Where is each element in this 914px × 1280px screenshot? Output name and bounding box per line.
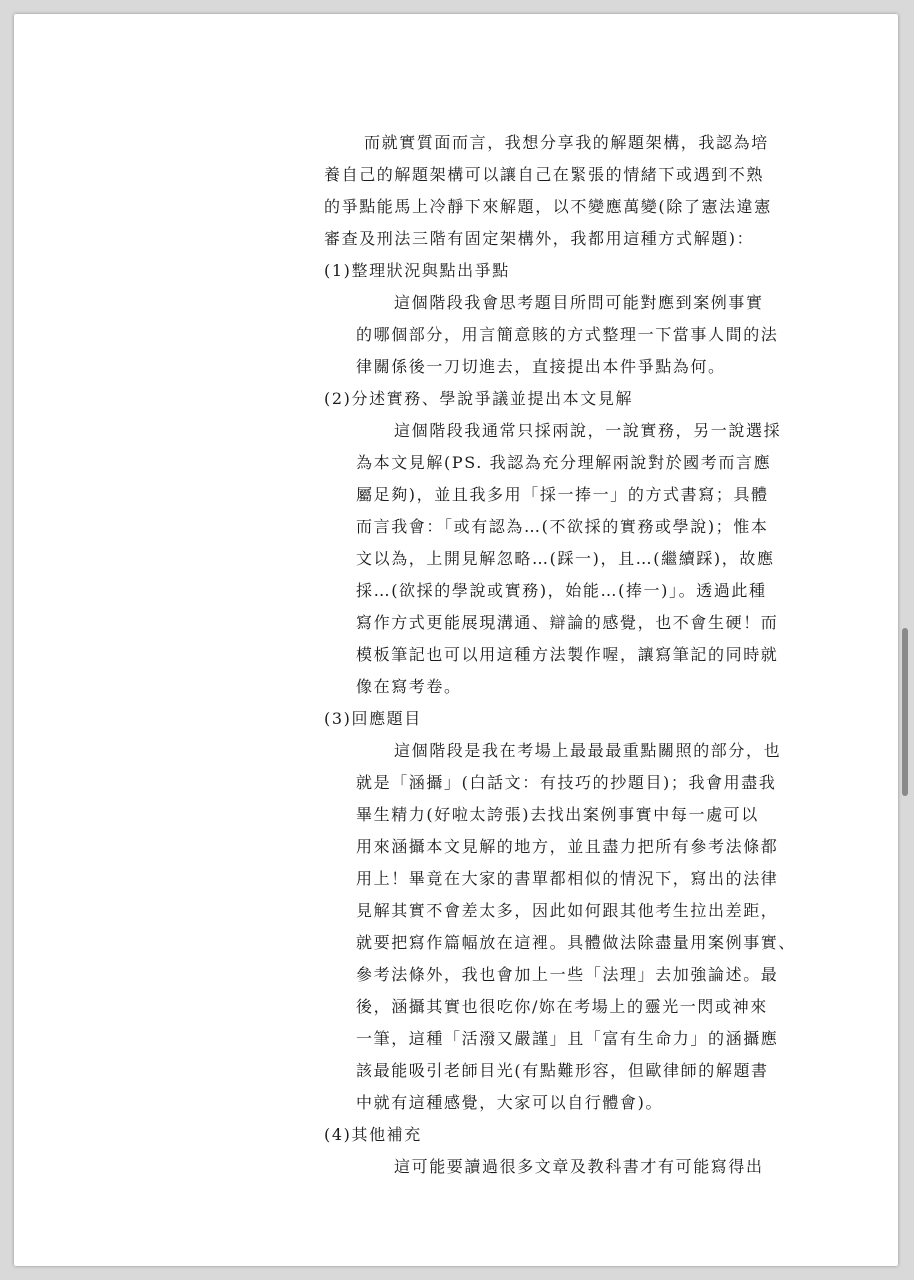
paragraph-line: 這個階段我通常只採兩說，一說實務，另一說選採 bbox=[394, 421, 782, 440]
paragraph-line: 中就有這種感覺，大家可以自行體會)。 bbox=[356, 1093, 664, 1112]
paragraph-line: 而就實質面而言，我想分享我的解題架構，我認為培 bbox=[364, 133, 769, 152]
paragraph-line: 為本文見解(PS. 我認為充分理解兩說對於國考而言應 bbox=[356, 453, 772, 472]
section-heading: (4)其他補充 bbox=[324, 1125, 422, 1144]
paragraph-line: 屬足夠)，並且我多用「採一捧一」的方式書寫；具體 bbox=[356, 485, 769, 504]
paragraph-line: 的哪個部分，用言簡意賅的方式整理一下當事人間的法 bbox=[356, 325, 779, 344]
paragraph-line: 這個階段我會思考題目所問可能對應到案例事實 bbox=[394, 293, 764, 312]
paragraph-line: 這個階段是我在考場上最最最重點關照的部分，也 bbox=[394, 741, 782, 760]
section-heading: (1)整理狀況與點出爭點 bbox=[324, 261, 510, 280]
paragraph-line: 律關係後一刀切進去，直接提出本件爭點為何。 bbox=[356, 357, 726, 376]
paragraph-line: 像在寫考卷。 bbox=[356, 677, 462, 696]
section-heading: (3)回應題目 bbox=[324, 709, 422, 728]
paragraph-line: 畢生精力(好啦太誇張)去找出案例事實中每一處可以 bbox=[356, 805, 759, 824]
paragraph-line: 見解其實不會差太多，因此如何跟其他考生拉出差距， bbox=[356, 901, 779, 920]
paragraph-line: 用來涵攝本文見解的地方，並且盡力把所有參考法條都 bbox=[356, 837, 779, 856]
paragraph-line: 就要把寫作篇幅放在這裡。具體做法除盡量用案例事實、 bbox=[356, 933, 797, 952]
section-heading: (2)分述實務、學說爭議並提出本文見解 bbox=[324, 389, 634, 408]
paragraph-line: 採…(欲採的學說或實務)，始能…(捧一)」。透過此種 bbox=[356, 581, 767, 600]
paragraph-line: 文以為，上開見解忽略…(踩一)，且…(繼續踩)，故應 bbox=[356, 549, 775, 568]
paragraph-line: 養自己的解題架構可以讓自己在緊張的情緒下或遇到不熟 bbox=[324, 165, 765, 184]
paragraph-line: 就是「涵攝」(白話文：有技巧的抄題目)；我會用盡我 bbox=[356, 773, 777, 792]
paragraph-line: 模板筆記也可以用這種方法製作喔，讓寫筆記的同時就 bbox=[356, 645, 779, 664]
paragraph-line: 後，涵攝其實也很吃你/妳在考場上的靈光一閃或神來 bbox=[356, 997, 768, 1016]
paragraph-line: 參考法條外，我也會加上一些「法理」去加強論述。最 bbox=[356, 965, 779, 984]
paragraph-line: 寫作方式更能展現溝通、辯論的感覺，也不會生硬！而 bbox=[356, 613, 779, 632]
paragraph-line: 的爭點能馬上冷靜下來解題，以不變應萬變(除了憲法違憲 bbox=[324, 197, 772, 216]
paragraph-line: 用上！畢竟在大家的書單都相似的情況下，寫出的法律 bbox=[356, 869, 779, 888]
paragraph-line: 該最能吸引老師目光(有點難形容，但歐律師的解題書 bbox=[356, 1061, 769, 1080]
vertical-scrollbar[interactable] bbox=[902, 628, 908, 796]
document-page bbox=[14, 14, 898, 1266]
paragraph-line: 一筆，這種「活潑又嚴謹」且「富有生命力」的涵攝應 bbox=[356, 1029, 779, 1048]
paragraph-line: 這可能要讀過很多文章及教科書才有可能寫得出 bbox=[394, 1157, 764, 1176]
paragraph-line: 審查及刑法三階有固定架構外，我都用這種方式解題)： bbox=[324, 229, 755, 248]
paragraph-line: 而言我會：「或有認為…(不欲採的實務或學說)；惟本 bbox=[356, 517, 769, 536]
